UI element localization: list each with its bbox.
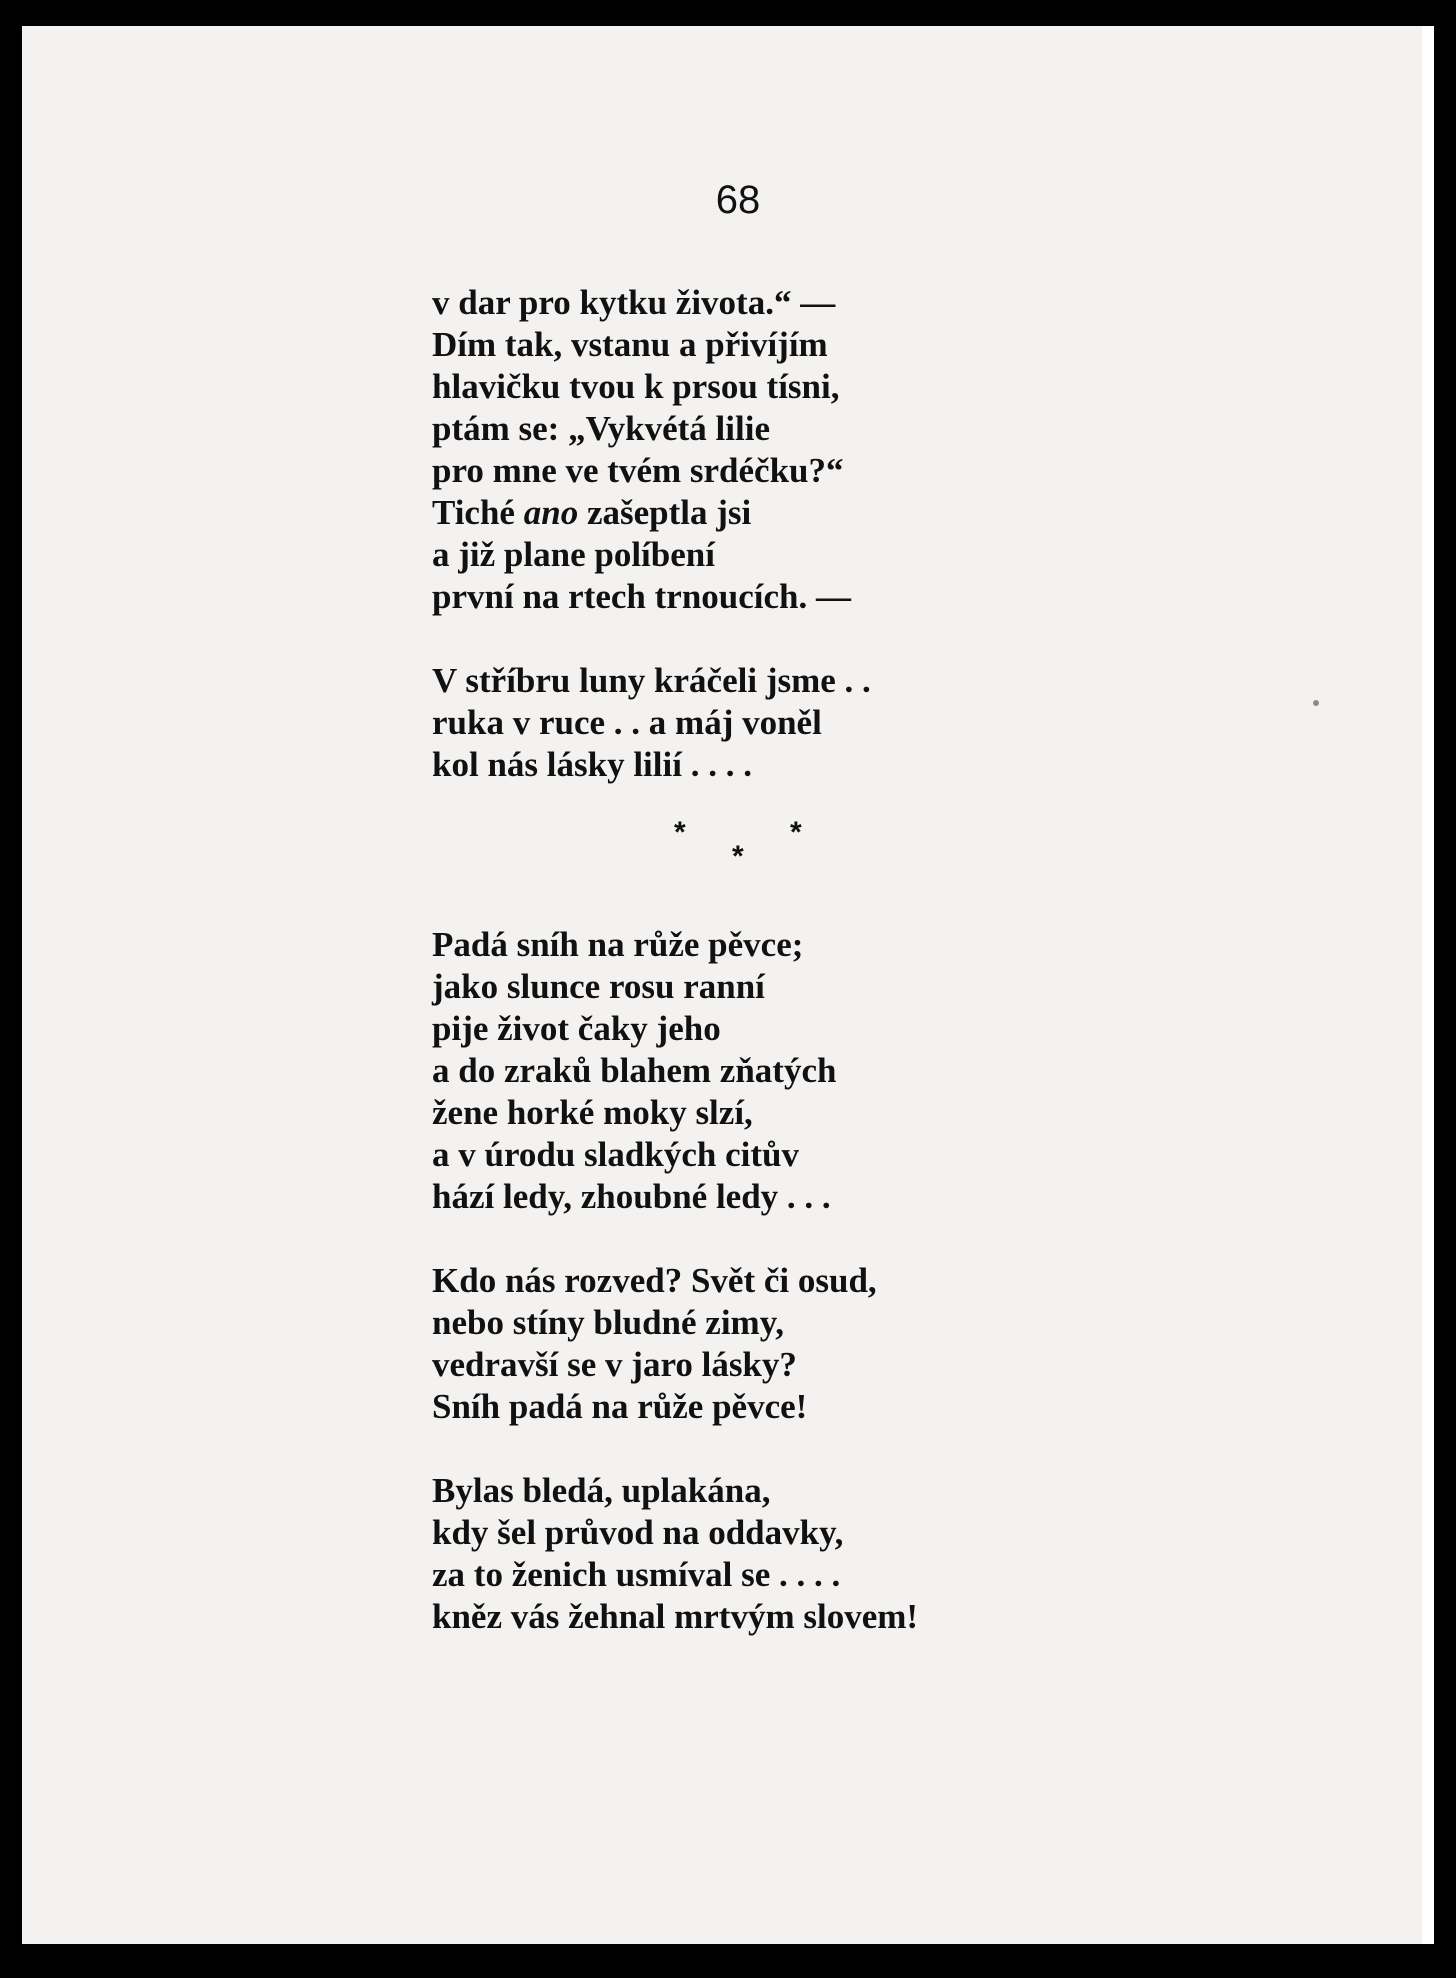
separator-star: * [674,816,686,849]
poem-line: první na rtech trnoucích. — [432,577,852,616]
separator-star: * [790,816,802,849]
page-edge-strip [1422,26,1434,1944]
stanza-1 [432,282,1072,618]
asterism-separator [432,812,1072,888]
poem-line: Kdo nás rozved? Svět či osud, [432,1261,877,1300]
poem-line: Padá sníh na růže pěvce; [432,925,804,964]
poem-line: V stříbru luny kráčeli jsme . . [432,661,871,700]
poem-line: Sníh padá na růže pěvce! [432,1387,808,1426]
line-part: Tiché [432,493,524,532]
poem-line: a již plane políbení [432,535,715,574]
poem-line: kněz vás žehnal mrtvým slovem! [432,1597,919,1636]
poem-line [432,492,1072,534]
poem-line: pije život čaky jeho [432,1009,721,1048]
stanza-3 [432,924,1072,1218]
poem-line: a do zraků blahem zňatých [432,1051,837,1090]
stanza-2 [432,660,1072,786]
poem-line: kol nás lásky lilií . . . . [432,745,752,784]
poem-line: kdy šel průvod na oddavky, [432,1513,844,1552]
stanza-5 [432,1470,1072,1638]
poem-line: vedravší se v jaro lásky? [432,1345,797,1384]
poem-line: Dím tak, vstanu a přivíjím [432,325,828,364]
poem-text [432,282,1072,1680]
poem-line: Bylas bledá, uplakána, [432,1471,771,1510]
line-part: zašeptla jsi [578,493,752,532]
dust-speck [1313,700,1319,706]
italic-word: ano [523,493,579,532]
separator-star: * [732,840,744,873]
poem-line: hází ledy, zhoubné ledy . . . [432,1177,831,1216]
poem-line: pro mne ve tvém srdéčku?“ [432,451,844,490]
page-number: 68 [715,178,761,222]
poem-line: nebo stíny bludné zimy, [432,1303,785,1342]
poem-line: v dar pro kytku života.“ — [432,283,836,322]
poem-line: hlavičku tvou k prsou tísni, [432,367,840,406]
stanza-4 [432,1260,1072,1428]
poem-line: ruka v ruce . . a máj voněl [432,703,822,742]
poem-line: jako slunce rosu ranní [432,967,765,1006]
poem-line: žene horké moky slzí, [432,1093,753,1132]
poem-line: a v úrodu sladkých citův [432,1135,799,1174]
scan-border-right [1434,0,1456,1978]
poem-line: za to ženich usmíval se . . . . [432,1555,841,1594]
poem-line: ptám se: „Vykvétá lilie [432,409,770,448]
